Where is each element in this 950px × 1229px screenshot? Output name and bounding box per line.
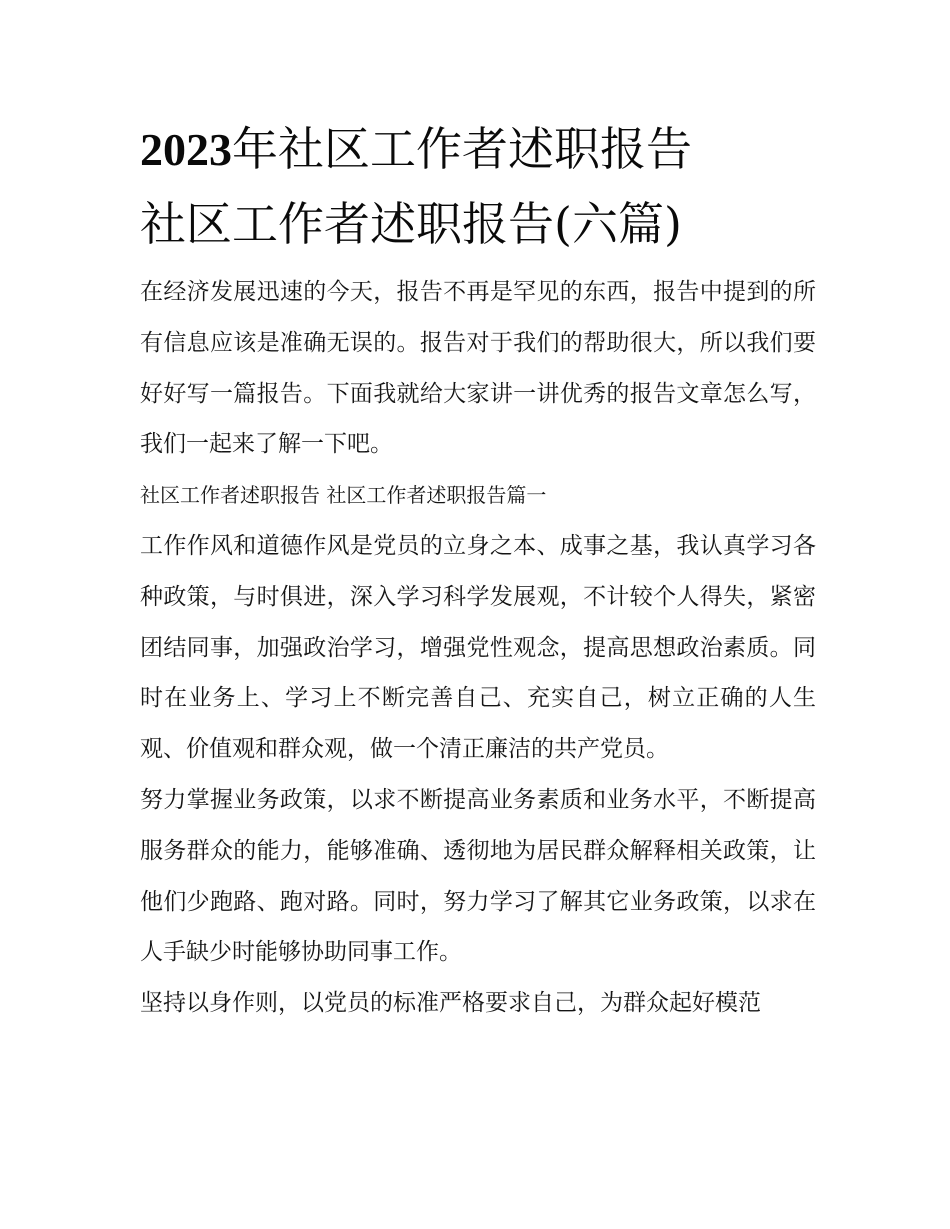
section-heading: 社区工作者述职报告 社区工作者述职报告篇一	[140, 483, 547, 508]
body-paragraph-1: 工作作风和道德作风是党员的立身之本、成事之基，我认真学习各种政策，与时俱进，深入学习科学发展观，不计较个人得失，紧密团结同事，加强政治学习，增强党性观念，提高思想政治素质。同时在业务上、学习上不断完善自己、充实自己，树立正确的人生观、价值观和群众观，做一个清正廉洁的共产党员。	[140, 532, 816, 763]
body-paragraph-2: 努力掌握业务政策，以求不断提高业务素质和业务水平，不断提高服务群众的能力，能够准确、透彻地为居民群众解释相关政策，让他们少跑路、跑对路。同时，努力学习了解其它业务政策，以求在人手缺少时能够协助同事工作。	[140, 786, 816, 966]
document-title-line-1	[140, 112, 816, 187]
body-paragraph-3: 坚持以身作则，以党员的标准严格要求自己，为群众起好模范	[140, 990, 761, 1017]
title-year: 2023	[140, 124, 232, 175]
document-title-line-2: 社区工作者述职报告(六篇)	[140, 197, 682, 251]
document-content	[140, 112, 816, 1029]
document-body	[140, 267, 816, 1029]
intro-paragraph: 在经济发展迅速的今天，报告不再是罕见的东西，报告中提到的所有信息应该是准确无误的。报告对于我们的帮助很大，所以我们要好好写一篇报告。下面我就给大家讲一讲优秀的报告文章怎么写，我们一起来了解一下吧。	[140, 279, 816, 458]
title-line-1-text: 年社区工作者述职报告	[232, 122, 692, 176]
